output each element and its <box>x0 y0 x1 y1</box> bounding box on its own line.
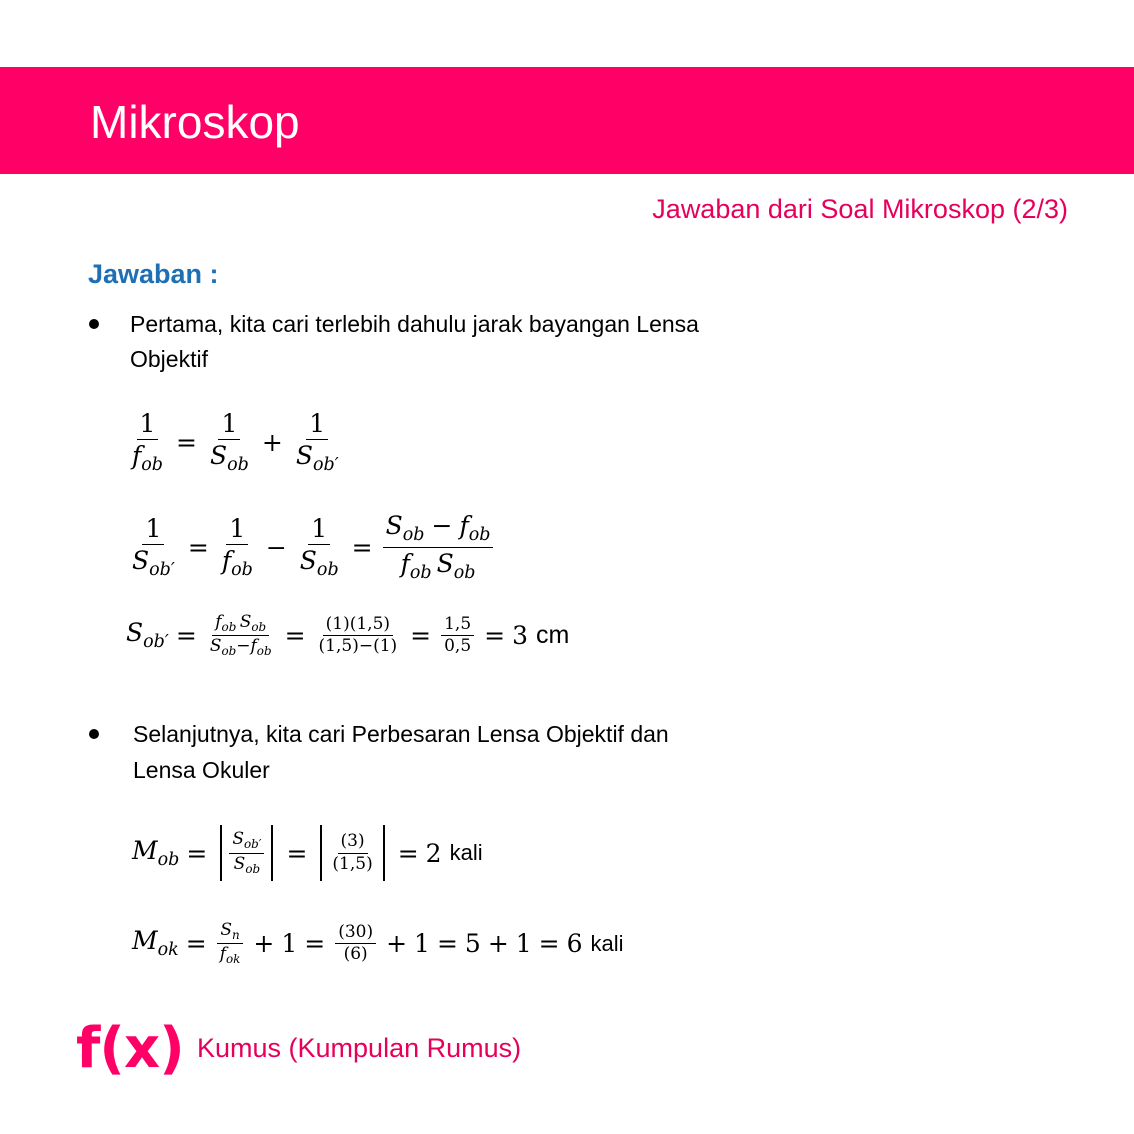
equation-rearranged: $\frac{1}{S_{ob'}}$ = $\frac{1}{f_{ob}}$ − $\frac{1}{S_{ob}}$ = $\frac{S_{ob} - f_{ob}}{f_{ob} S_{ob}}$ <box>126 510 496 585</box>
result-value: 2 <box>425 838 442 868</box>
step-2-line-1: Selanjutnya, kita cari Perbesaran Lensa Objektif dan <box>133 721 669 747</box>
brand-name: Kumus (Kumpulan Rumus) <box>197 1033 522 1063</box>
result-unit: kali <box>590 930 624 956</box>
bullet-dot <box>89 729 99 739</box>
equation-ocular-magnification: $M_{ok}$ = $\frac{S_n}{f_{ok}}$ + 1 = $\frac{(30)}{(6)}$ + 1 = 5 + 1 = 6 kali <box>132 920 624 967</box>
page-subtitle: Jawaban dari Soal Mikroskop (2/3) <box>652 194 1068 224</box>
result-unit: cm <box>536 621 570 650</box>
bullet-dot <box>89 319 99 329</box>
step-1-line-2: Objektif <box>130 346 208 372</box>
page-title: Mikroskop <box>90 96 300 148</box>
section-heading: Jawaban : <box>88 259 219 289</box>
equation-image-distance: $S_{ob'}$ = $\frac{f_{ob} S_{ob}}{S_{ob}-f_{ob}}$ = $\frac{(1)(1,5)}{(1,5)-(1)}$ = $\frac{1,5}{0,5}$ = 3 cm <box>126 612 570 659</box>
equation-objective-magnification: $M_{ob}$ = $\frac{S_{ob'}}{S_{ob}}$ = $\frac{(3)}{(1,5)}$ = 2 kali <box>132 825 483 881</box>
step-2-line-2: Lensa Okuler <box>133 757 270 783</box>
result-value: 6 <box>566 929 583 959</box>
step-1-line-1: Pertama, kita cari terlebih dahulu jarak bayangan Lensa <box>130 311 699 337</box>
result-value: 3 <box>512 621 529 651</box>
equation-lens-formula: $\frac{1}{f_{ob}}$ = $\frac{1}{S_{ob}}$ + $\frac{1}{S_{ob'}}$ <box>132 409 339 476</box>
result-unit: kali <box>449 840 483 865</box>
fx-logo: f(x) <box>76 1016 184 1081</box>
